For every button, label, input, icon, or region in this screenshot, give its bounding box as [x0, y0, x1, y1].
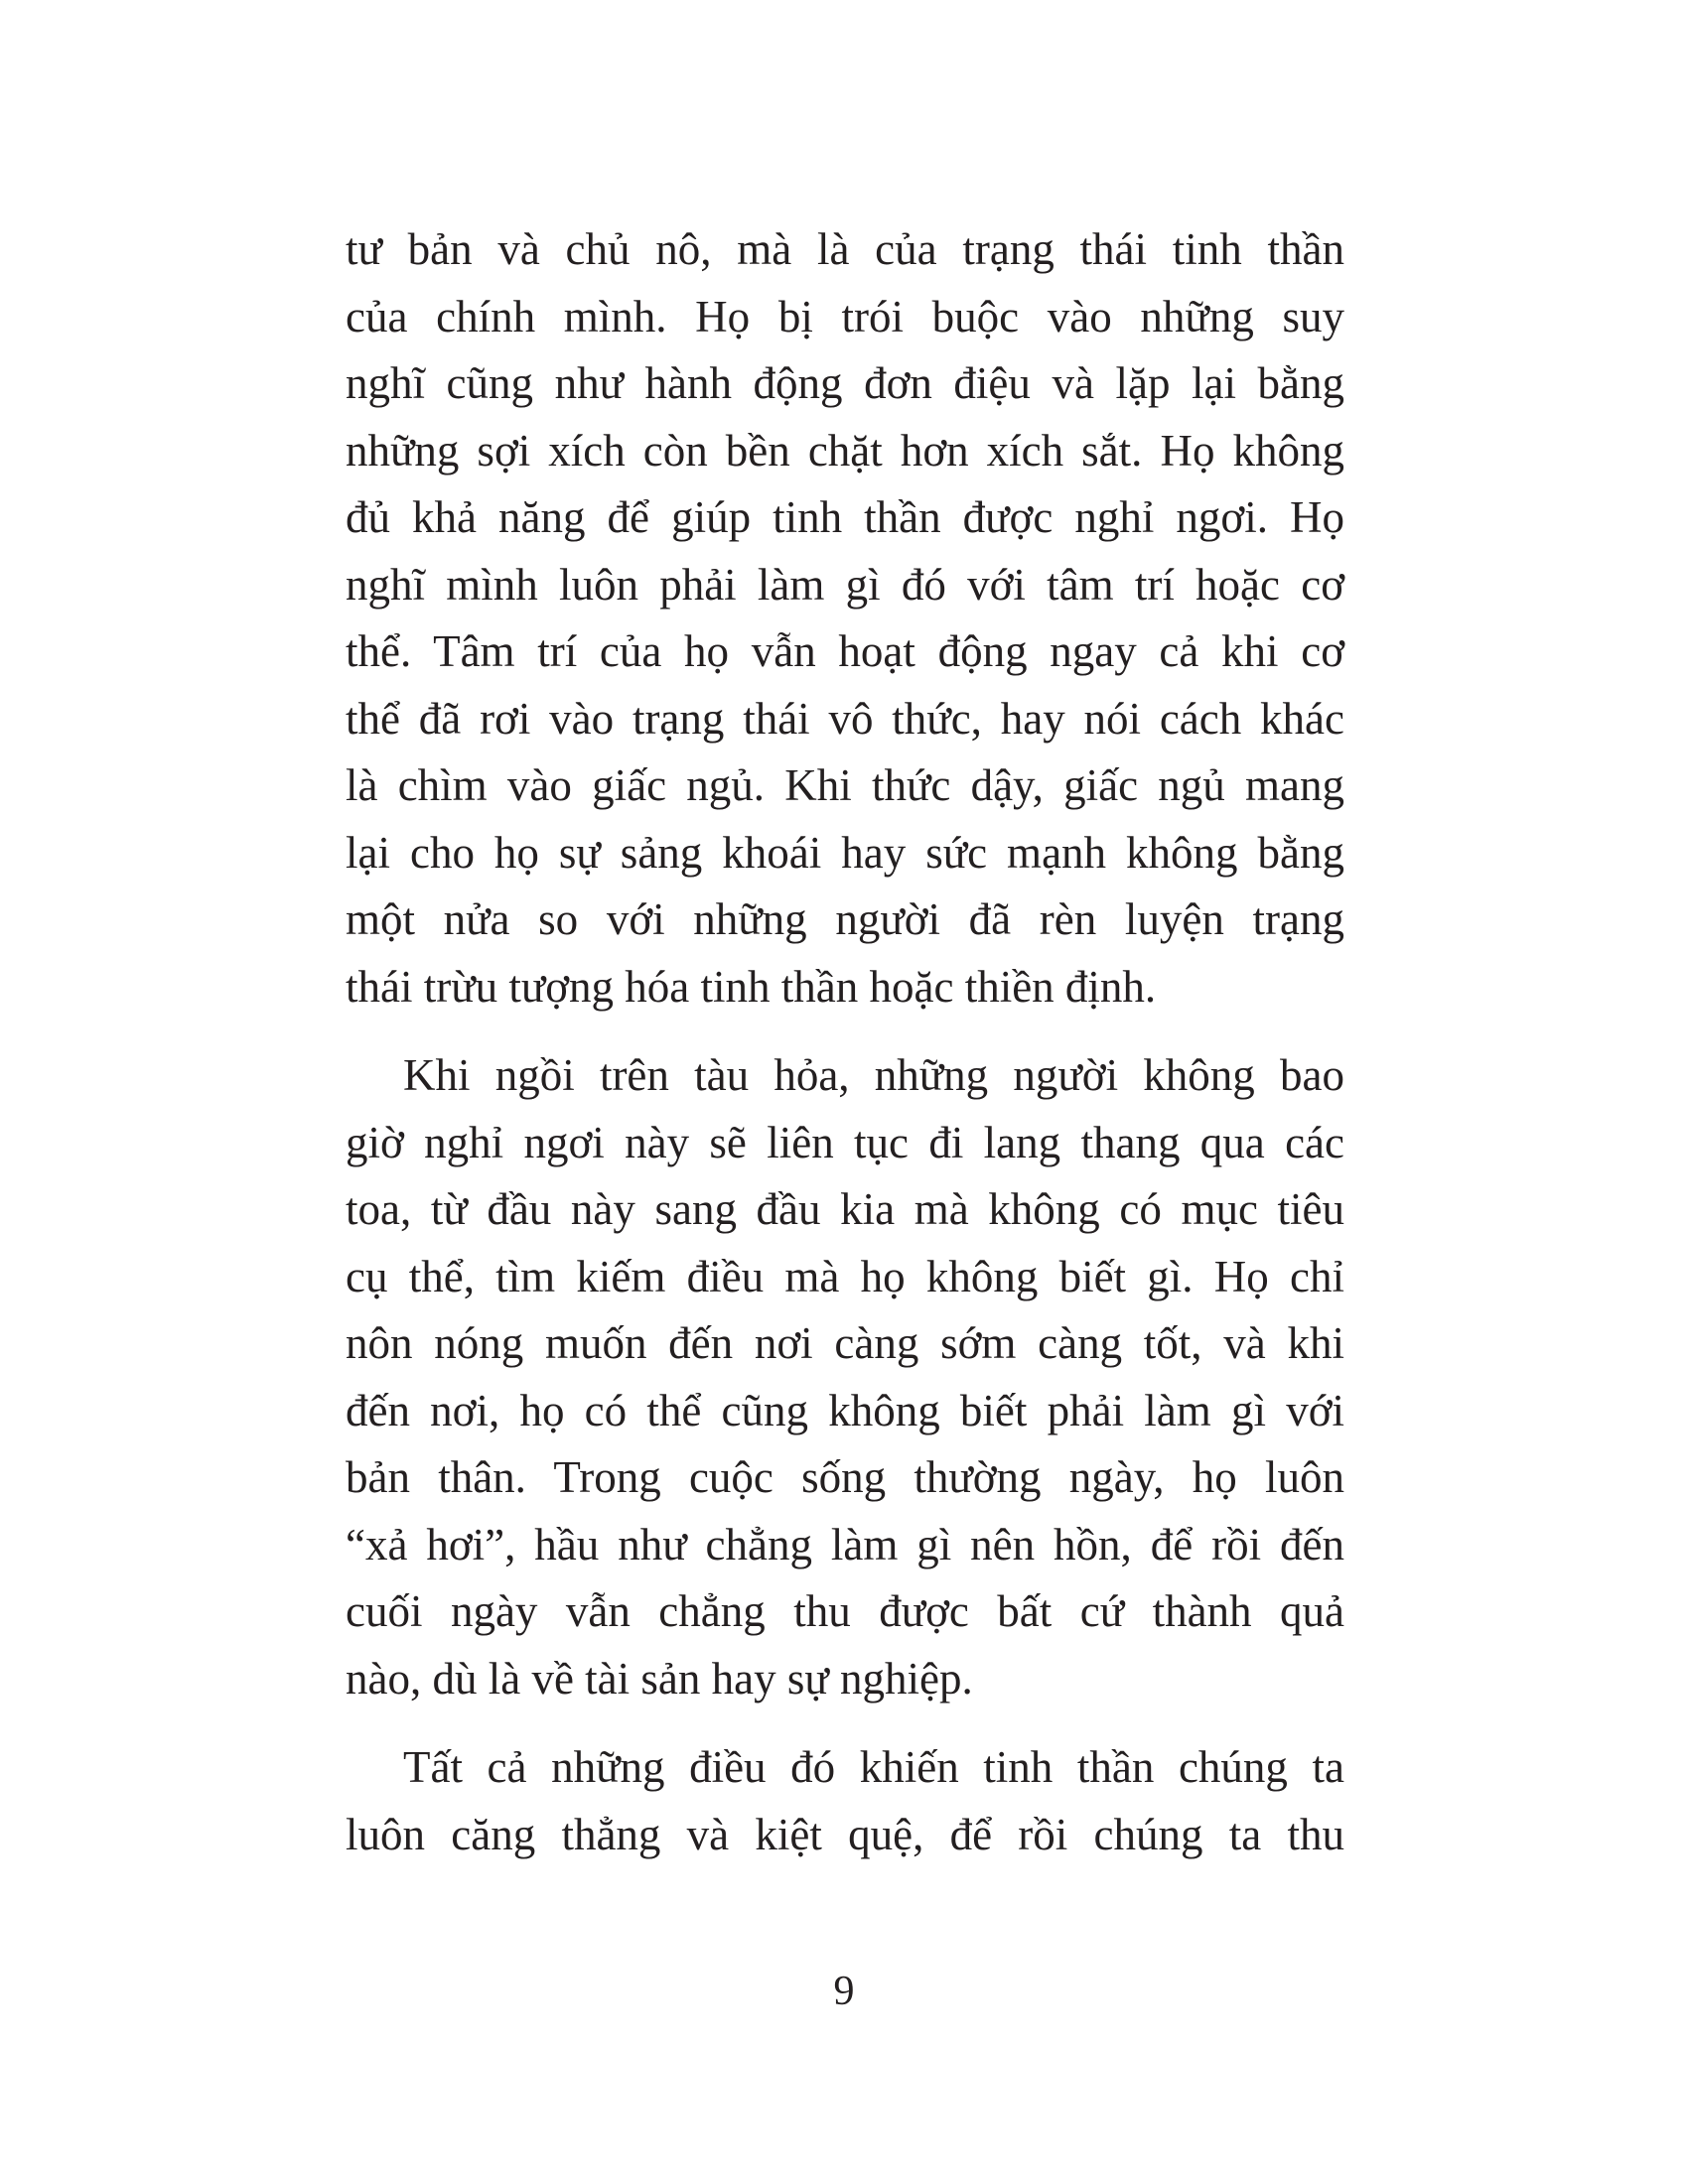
text-line: là chìm vào giấc ngủ. Khi thức dậy, giấc ngủ mang [346, 760, 1344, 810]
text-line: đến nơi, họ có thể cũng không biết phải làm gì với [346, 1385, 1344, 1435]
text-line: Tất cả những điều đó khiến tinh thần chúng ta [403, 1742, 1344, 1792]
text-line: toa, từ đầu này sang đầu kia mà không có mục tiêu [346, 1184, 1344, 1234]
text-line: lại cho họ sự sảng khoái hay sức mạnh không bằng [346, 827, 1344, 878]
text-line: Khi ngồi trên tàu hỏa, những người không bao [403, 1050, 1344, 1100]
text-line: thể đã rơi vào trạng thái vô thức, hay nói cách khác [346, 693, 1344, 744]
text-line: thể. Tâm trí của họ vẫn hoạt động ngay cả khi cơ [346, 626, 1344, 676]
text-line: thái trừu tượng hóa tinh thần hoặc thiền định. [346, 961, 1157, 1012]
text-line: đủ khả năng để giúp tinh thần được nghỉ ngơi. Họ [346, 492, 1344, 542]
text-line: của chính mình. Họ bị trói buộc vào những suy [346, 291, 1344, 341]
text-line: một nửa so với những người đã rèn luyện trạng [346, 894, 1344, 944]
paragraph [346, 216, 1344, 1021]
text-line: luôn căng thẳng và kiệt quệ, để rồi chúng ta thu [346, 1809, 1344, 1859]
text-line: cụ thể, tìm kiếm điều mà họ không biết gì. Họ chỉ [346, 1251, 1344, 1301]
page-number: 9 [833, 1969, 855, 2014]
text-line: nghĩ cũng như hành động đơn điệu và lặp lại bằng [346, 358, 1344, 408]
paragraph [346, 1042, 1344, 1712]
text-line: nôn nóng muốn đến nơi càng sớm càng tốt, và khi [346, 1318, 1344, 1368]
page-body [346, 216, 1344, 1890]
text-line: bản thân. Trong cuộc sống thường ngày, họ luôn [346, 1452, 1344, 1502]
text-line: giờ nghỉ ngơi này sẽ liên tục đi lang thang qua các [346, 1117, 1344, 1167]
paragraph [346, 1734, 1344, 1868]
text-line: cuối ngày vẫn chẳng thu được bất cứ thành quả [346, 1586, 1344, 1636]
text-line: nào, dù là về tài sản hay sự nghiệp. [346, 1653, 973, 1704]
text-line: “xả hơi”, hầu như chẳng làm gì nên hồn, để rồi đến [346, 1519, 1344, 1570]
text-line: nghĩ mình luôn phải làm gì đó với tâm trí hoặc cơ [346, 559, 1344, 610]
text-line: những sợi xích còn bền chặt hơn xích sắt. Họ không [346, 425, 1344, 476]
text-line: tư bản và chủ nô, mà là của trạng thái tinh thần [346, 224, 1344, 274]
